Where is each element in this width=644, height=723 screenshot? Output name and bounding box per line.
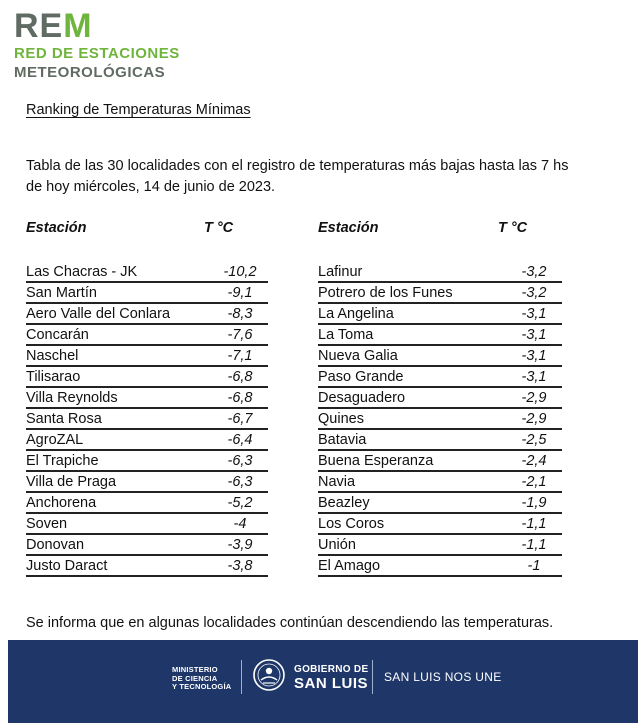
temperature-value: -6,4 — [227, 432, 253, 448]
station-name: Tilisarao — [26, 369, 81, 385]
table-row — [26, 325, 268, 346]
station-name: Unión — [318, 537, 356, 553]
table-row — [26, 409, 268, 430]
station-name: Lafinur — [318, 264, 363, 280]
table-body — [318, 262, 562, 577]
station-name: Santa Rosa — [26, 411, 102, 427]
column-header-temp: T °C — [498, 220, 528, 236]
table-row — [318, 556, 562, 577]
table-row — [318, 367, 562, 388]
table-row — [318, 514, 562, 535]
station-name: AgroZAL — [26, 432, 84, 448]
logo-line-1: RED DE ESTACIONES — [14, 45, 180, 62]
footer-banner — [8, 640, 638, 723]
temperature-value: -6,7 — [227, 411, 253, 427]
table-row — [26, 535, 268, 556]
station-name: Desaguadero — [318, 390, 406, 406]
table-row — [318, 325, 562, 346]
temperature-value: -5,2 — [227, 495, 253, 511]
table-row — [318, 409, 562, 430]
station-name: Villa Reynolds — [26, 390, 118, 406]
table-row — [26, 514, 268, 535]
temperature-value: -10,2 — [223, 264, 257, 280]
station-name: Paso Grande — [318, 369, 404, 385]
rem-logo-text: REM — [14, 7, 93, 45]
column-header-station: Estación — [318, 220, 379, 236]
table-row — [318, 346, 562, 367]
temperature-value: -2,4 — [521, 453, 547, 469]
table-row — [26, 430, 268, 451]
temperature-value: -8,3 — [227, 306, 253, 322]
station-name: Batavia — [318, 432, 367, 448]
footer-divider — [372, 660, 373, 694]
temperature-value: -2,9 — [521, 390, 547, 406]
temperature-value: -1 — [527, 558, 541, 574]
station-name: La Toma — [318, 327, 374, 343]
station-name: La Angelina — [318, 306, 394, 322]
temperature-value: -3,2 — [521, 264, 547, 280]
government-label: GOBIERNO DE SAN LUIS — [294, 664, 369, 692]
table-row — [318, 493, 562, 514]
table-row — [26, 262, 268, 283]
column-header-temp: T °C — [204, 220, 234, 236]
temperature-value: -2,1 — [521, 474, 547, 490]
station-name: Nueva Galia — [318, 348, 398, 364]
footnote: Se informa que en algunas localidades continúan descendiendo las temperaturas. — [26, 615, 554, 631]
station-name: Navia — [318, 474, 356, 490]
temperature-value: -4 — [233, 516, 247, 532]
ranking-table-left — [26, 220, 268, 577]
station-name: San Martín — [26, 285, 97, 301]
temperature-value: -3,1 — [521, 348, 547, 364]
page-subtitle: Ranking de Temperaturas Mínimas — [26, 102, 251, 118]
table-row — [318, 472, 562, 493]
temperature-value: -1,9 — [521, 495, 547, 511]
station-name: Concarán — [26, 327, 89, 343]
station-name: Buena Esperanza — [318, 453, 434, 469]
station-name: El Amago — [318, 558, 381, 574]
station-name: Las Chacras - JK — [26, 264, 138, 280]
station-name: Anchorena — [26, 495, 97, 511]
footer-divider — [241, 660, 242, 694]
table-row — [26, 388, 268, 409]
table-row — [318, 304, 562, 325]
temperature-value: -9,1 — [227, 285, 253, 301]
temperature-value: -6,3 — [227, 453, 253, 469]
temperature-value: -3,1 — [521, 306, 547, 322]
station-name: Los Coros — [318, 516, 385, 532]
table-row — [26, 283, 268, 304]
temperature-value: -6,3 — [227, 474, 253, 490]
table-row — [26, 367, 268, 388]
temperature-value: -7,6 — [227, 327, 253, 343]
table-row — [26, 346, 268, 367]
rem-logo — [14, 8, 180, 82]
station-name: Villa de Praga — [26, 474, 117, 490]
temperature-value: -6,8 — [227, 369, 253, 385]
table-header — [26, 220, 268, 242]
table-row — [318, 262, 562, 283]
table-row — [26, 556, 268, 577]
station-name: El Trapiche — [26, 453, 99, 469]
province-seal-icon — [252, 658, 286, 692]
slogan: SAN LUIS NOS UNE — [384, 670, 502, 684]
temperature-value: -3,2 — [521, 285, 547, 301]
temperature-value: -1,1 — [521, 516, 547, 532]
ranking-table-right — [318, 220, 562, 577]
station-name: Potrero de los Funes — [318, 285, 453, 301]
intro-text: Tabla de las 30 localidades con el registro de temperaturas más bajas hasta las 7 hs de hoy miércoles, 14 de junio de 2023. — [26, 158, 569, 195]
logo-line-2: METEOROLÓGICAS — [14, 64, 166, 81]
column-header-station: Estación — [26, 220, 87, 236]
table-row — [318, 430, 562, 451]
table-row — [318, 451, 562, 472]
ministry-label: MINISTERIO DE CIENCIA Y TECNOLOGÍA — [172, 665, 232, 691]
temperature-value: -3,9 — [227, 537, 253, 553]
temperature-value: -1,1 — [521, 537, 547, 553]
station-name: Soven — [26, 516, 68, 532]
table-header — [318, 220, 562, 242]
temperature-value: -2,5 — [521, 432, 547, 448]
temperature-value: -7,1 — [227, 348, 253, 364]
station-name: Quines — [318, 411, 364, 427]
station-name: Naschel — [26, 348, 79, 364]
temperature-value: -3,8 — [227, 558, 253, 574]
table-body — [26, 262, 268, 577]
table-row — [318, 535, 562, 556]
table-row — [26, 472, 268, 493]
station-name: Aero Valle del Conlara — [26, 306, 171, 322]
table-row — [318, 283, 562, 304]
temperature-value: -3,1 — [521, 369, 547, 385]
station-name: Beazley — [318, 495, 370, 511]
station-name: Justo Daract — [26, 558, 108, 574]
table-row — [26, 493, 268, 514]
station-name: Donovan — [26, 537, 85, 553]
table-row — [26, 304, 268, 325]
table-row — [26, 451, 268, 472]
temperature-value: -2,9 — [521, 411, 547, 427]
table-row — [318, 388, 562, 409]
temperature-value: -3,1 — [521, 327, 547, 343]
temperature-value: -6,8 — [227, 390, 253, 406]
